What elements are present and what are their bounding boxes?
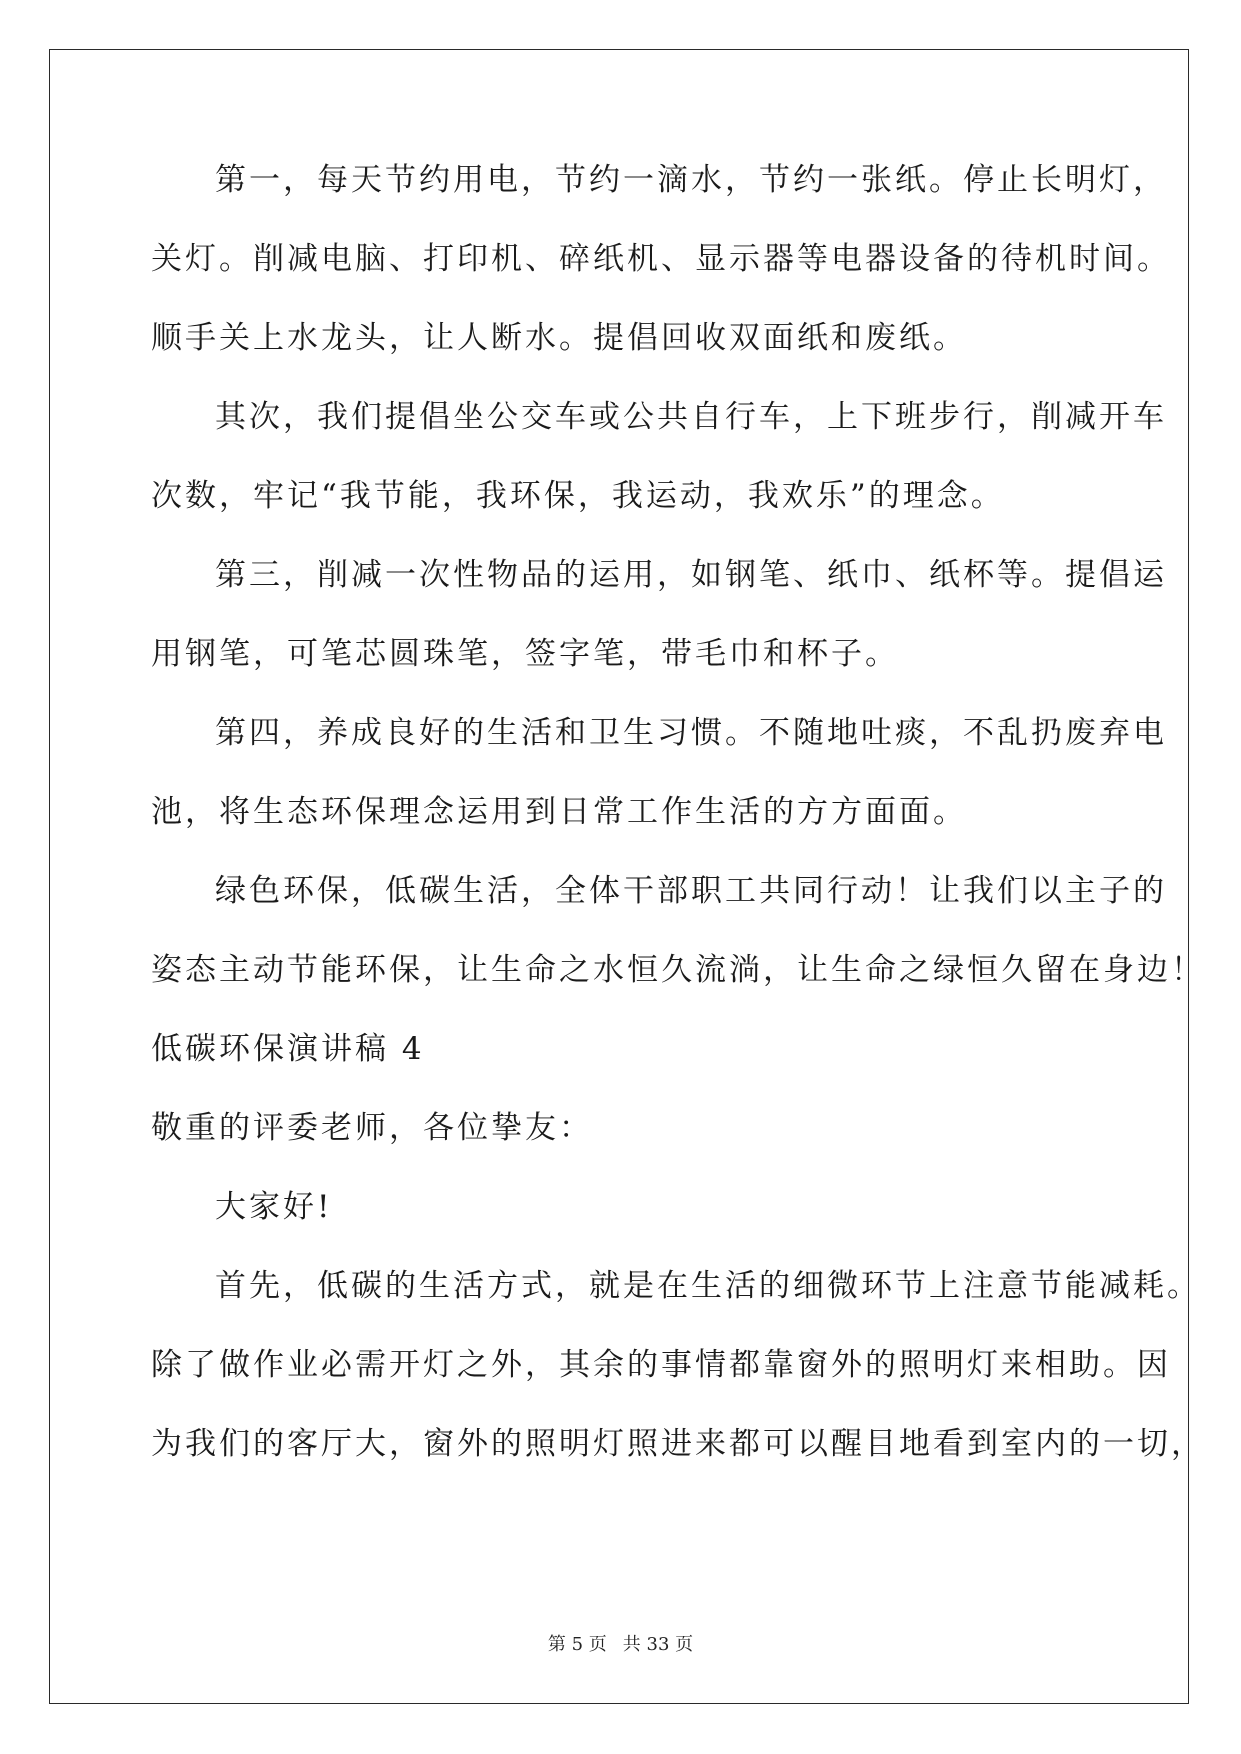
text-line: 第一，每天节约用电，节约一滴水，节约一张纸。停止长明灯， <box>215 162 1167 198</box>
text-line: 其次，我们提倡坐公交车或公共自行车，上下班步行，削减开车 <box>215 399 1167 435</box>
text-line: 绿色环保，低碳生活，全体干部职工共同行动！让我们以主子的 <box>215 873 1167 909</box>
text-line: 池，将生态环保理念运用到日常工作生活的方方面面。 <box>151 794 967 830</box>
salutation: 敬重的评委老师，各位挚友： <box>151 1110 593 1146</box>
page-total: 共 33 页 <box>622 1634 694 1655</box>
page-footer <box>0 1630 1241 1656</box>
text-line: 第三，削减一次性物品的运用，如钢笔、纸巾、纸杯等。提倡运 <box>215 557 1167 593</box>
text-line: 第四，养成良好的生活和卫生习惯。不随地吐痰，不乱扔废弃电 <box>215 715 1167 751</box>
text-line: 首先，低碳的生活方式，就是在生活的细微环节上注意节能减耗。 <box>215 1268 1201 1304</box>
document-body <box>151 160 1205 1503</box>
text-line: 为我们的客厅大，窗外的照明灯照进来都可以醒目地看到室内的一切， <box>151 1426 1205 1462</box>
text-line: 姿态主动节能环保，让生命之水恒久流淌，让生命之绿恒久留在身边！ <box>151 952 1205 988</box>
text-line: 除了做作业必需开灯之外，其余的事情都靠窗外的照明灯来相助。因 <box>151 1347 1171 1383</box>
greeting: 大家好! <box>215 1189 333 1225</box>
page-number: 第 5 页 <box>547 1634 607 1655</box>
section-heading: 低碳环保演讲稿 4 <box>151 1031 425 1067</box>
text-line: 关灯。削减电脑、打印机、碎纸机、显示器等电器设备的待机时间。 <box>151 241 1171 277</box>
text-line: 用钢笔，可笔芯圆珠笔，签字笔，带毛巾和杯子。 <box>151 636 899 672</box>
text-line: 顺手关上水龙头，让人断水。提倡回收双面纸和废纸。 <box>151 320 967 356</box>
text-line: 次数，牢记“我节能，我环保，我运动，我欢乐”的理念。 <box>151 478 1005 514</box>
